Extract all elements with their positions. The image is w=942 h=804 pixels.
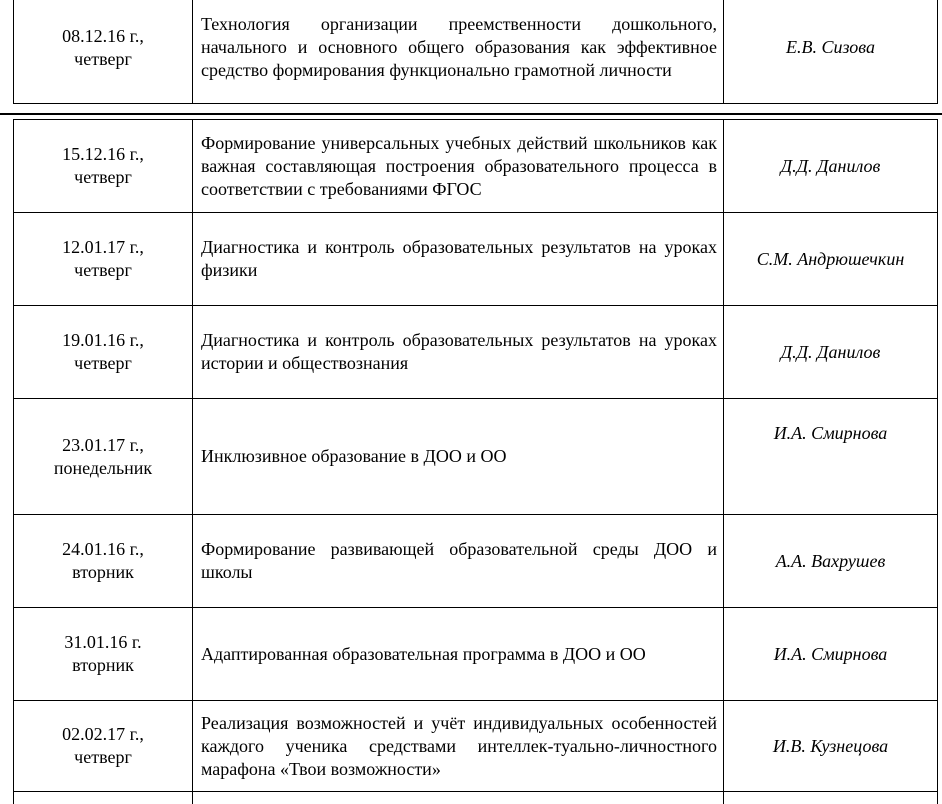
author-cell: Е.В. Сизова xyxy=(724,0,938,104)
table-row xyxy=(14,701,938,792)
author-cell: А.А. Вахрушев xyxy=(724,515,938,608)
table-row xyxy=(14,213,938,306)
date-cell xyxy=(14,213,193,306)
author-cell: Д.Д. Данилов xyxy=(724,120,938,213)
table-row xyxy=(14,608,938,701)
date-text: 08.12.16 г., xyxy=(14,25,192,48)
empty-cell xyxy=(724,792,938,804)
author-cell: И.А. Смирнова xyxy=(724,608,938,701)
weekday-text: четверг xyxy=(14,259,192,282)
date-text: 19.01.16 г., xyxy=(14,329,192,352)
weekday-text: четверг xyxy=(14,352,192,375)
date-cell xyxy=(14,608,193,701)
date-text: 31.01.16 г. xyxy=(14,631,192,654)
weekday-text: вторник xyxy=(14,654,192,677)
schedule-table xyxy=(13,119,938,804)
topic-cell: Формирование развивающей образовательной среды ДОО и школы xyxy=(193,515,724,608)
topic-cell: Формирование универсальных учебных действий школьников как важная составляющая построения образовательного процесса в соответствии с требованиями ФГОС xyxy=(193,120,724,213)
date-cell xyxy=(14,0,193,104)
table-row xyxy=(14,399,938,515)
date-text: 24.01.16 г., xyxy=(14,538,192,561)
weekday-text: четверг xyxy=(14,48,192,71)
empty-cell xyxy=(14,792,193,804)
date-text: 02.02.17 г., xyxy=(14,723,192,746)
empty-cell xyxy=(193,792,724,804)
topic-cell: Реализация возможностей и учёт индивидуальных особенностей каждого ученика средствами интеллек-туально-личностного марафона «Твои возможности» xyxy=(193,701,724,792)
table-row xyxy=(14,306,938,399)
date-cell xyxy=(14,399,193,515)
page-break-line xyxy=(0,113,942,115)
date-text: 23.01.17 г., xyxy=(14,434,192,457)
topic-cell: Инклюзивное образование в ДОО и ОО xyxy=(193,399,724,515)
author-cell: И.В. Кузнецова xyxy=(724,701,938,792)
table-row-continued xyxy=(14,792,938,804)
weekday-text: четверг xyxy=(14,746,192,769)
author-cell: И.А. Смирнова xyxy=(724,399,938,515)
topic-cell: Адаптированная образовательная программа в ДОО и ОО xyxy=(193,608,724,701)
weekday-text: четверг xyxy=(14,166,192,189)
weekday-text: вторник xyxy=(14,561,192,584)
table-row xyxy=(14,120,938,213)
topic-cell: Диагностика и контроль образовательных результатов на уроках физики xyxy=(193,213,724,306)
date-cell xyxy=(14,306,193,399)
table-row xyxy=(14,0,938,104)
schedule-table-fragment xyxy=(13,0,938,104)
weekday-text: понедельник xyxy=(14,457,192,480)
author-cell: С.М. Андрюшечкин xyxy=(724,213,938,306)
topic-cell: Технология организации преемственности дошкольного, начального и основного общего образования как эффективное средство формирования функционально грамотной личности xyxy=(193,0,724,104)
table-row xyxy=(14,515,938,608)
topic-cell: Диагностика и контроль образовательных результатов на уроках истории и обществознания xyxy=(193,306,724,399)
date-text: 15.12.16 г., xyxy=(14,143,192,166)
date-text: 12.01.17 г., xyxy=(14,236,192,259)
date-cell xyxy=(14,120,193,213)
date-cell xyxy=(14,515,193,608)
date-cell xyxy=(14,701,193,792)
author-cell: Д.Д. Данилов xyxy=(724,306,938,399)
